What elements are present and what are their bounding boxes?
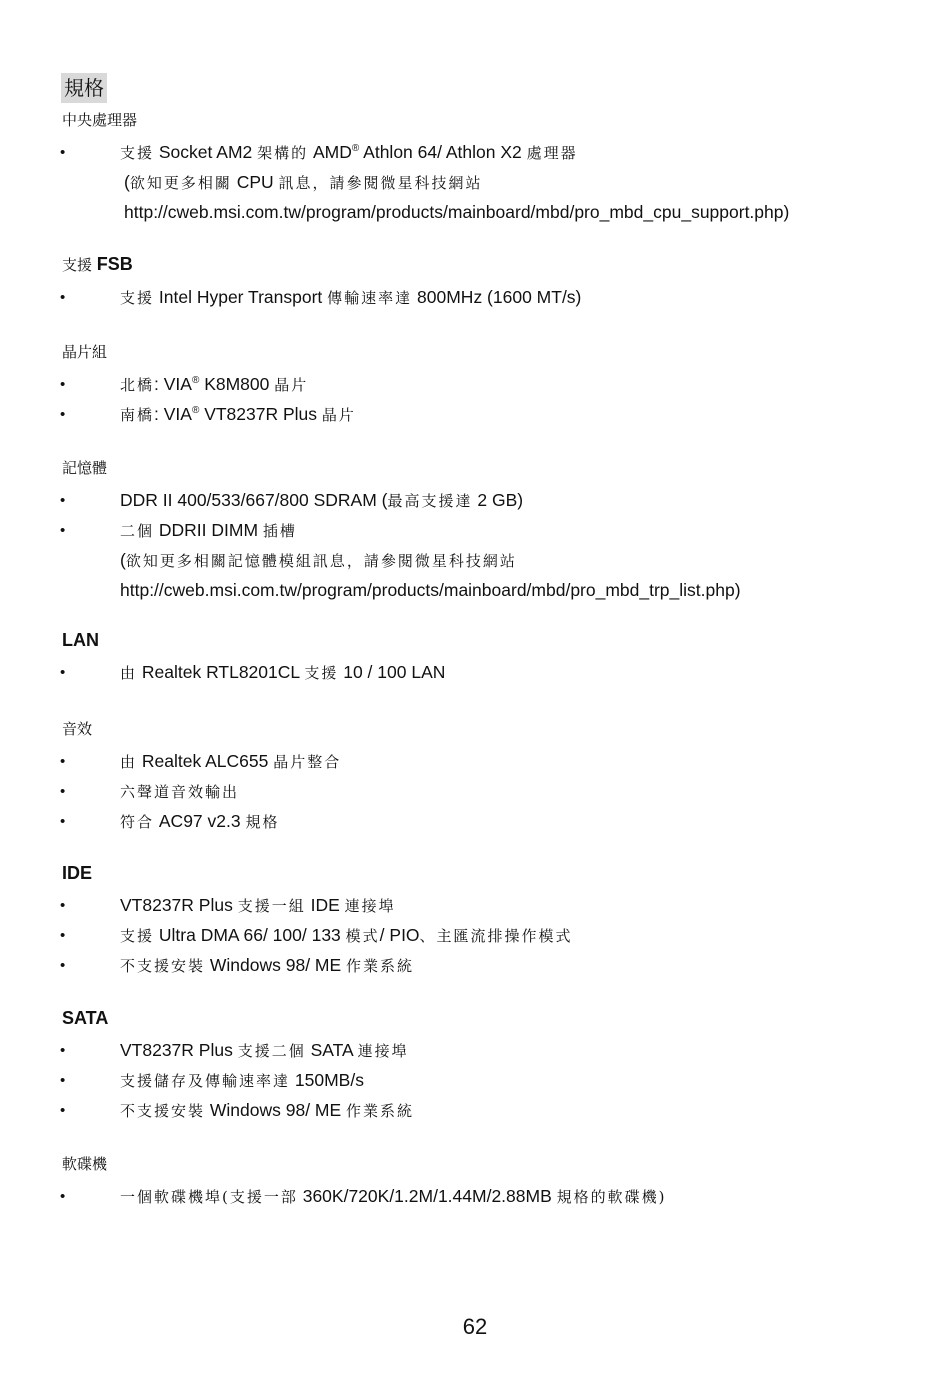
list-item: • 不支援安裝 Windows 98/ ME 作業系統 [62,951,910,981]
bullet-icon: • [60,406,66,423]
bullet-icon: • [60,289,66,306]
cpu-support-url: http://cweb.msi.com.tw/program/products/mainboard/mbd/pro_mbd_cpu_support.php) [124,202,790,222]
list-item: • 由 Realtek ALC655 晶片整合 [62,747,910,777]
bullet-icon: • [60,813,66,830]
list-item: • 北橋: VIA® K8M800 晶片 [62,370,910,400]
section-ide [62,863,910,981]
section-lan [62,630,910,688]
list-item: • 不支援安裝 Windows 98/ ME 作業系統 [62,1096,910,1126]
section-sata [62,1008,910,1126]
list-item: • 二個 DDRII DIMM 插槽 [62,516,910,546]
bullet-icon: • [60,522,66,539]
section-heading-chipset: 晶片組 [62,343,108,361]
list-item: • 南橋: VIA® VT8237R Plus 晶片 [62,400,910,430]
bullet-icon: • [60,927,66,944]
section-heading-floppy: 軟碟機 [62,1155,108,1173]
section-cpu [62,110,910,227]
bullet-icon: • [60,897,66,914]
bullet-icon: • [60,753,66,770]
bullet-icon: • [60,1072,66,1089]
list-item: • 符合 AC97 v2.3 規格 [62,807,910,837]
list-item: • 支援儲存及傳輸速率達 150MB/s [62,1066,910,1096]
bullet-icon: • [60,783,66,800]
page-number: 62 [462,1314,488,1339]
section-heading-cpu: 中央處理器 [62,111,138,129]
section-heading-fsb: 支援 FSB [62,254,133,274]
section-heading-audio: 音效 [62,720,93,738]
list-item: • VT8237R Plus 支援一組 IDE 連接埠 [62,891,910,921]
section-chipset [62,342,910,430]
section-floppy [62,1154,910,1212]
list-item: • DDR II 400/533/667/800 SDRAM (最高支援達 2 GB) [62,486,910,516]
list-item: • 支援 Socket AM2 架構的 AMD® Athlon 64/ Athlon X2 處理器 [62,138,910,168]
bullet-icon: • [60,492,66,509]
section-heading-memory: 記憶體 [62,459,108,477]
cpu-note: (欲知更多相關 CPU 訊息，請參閱微星科技網站 [124,172,483,192]
bullet-icon: • [60,1188,66,1205]
list-item: • 六聲道音效輸出 [62,777,910,807]
section-fsb [62,254,910,313]
section-heading-lan: LAN [62,630,99,650]
list-item: • 由 Realtek RTL8201CL 支援 10 / 100 LAN [62,658,910,688]
section-memory [62,458,910,605]
bullet-icon: • [60,1102,66,1119]
bullet-icon: • [60,664,66,681]
list-item: • 支援 Ultra DMA 66/ 100/ 133 模式/ PIO、主匯流排操作模式 [62,921,910,951]
bullet-icon: • [60,144,66,161]
bullet-icon: • [60,1042,66,1059]
memory-support-url: http://cweb.msi.com.tw/program/products/mainboard/mbd/pro_mbd_trp_list.php) [120,580,741,600]
memory-note: (欲知更多相關記憶體模組訊息，請參閱微星科技網站 [120,550,517,570]
bullet-icon: • [60,376,66,393]
section-audio [62,719,910,837]
page-title: 規格 [61,73,107,103]
bullet-icon: • [60,957,66,974]
list-item: • 支援 Intel Hyper Transport 傳輸速率達 800MHz (1600 MT/s) [62,283,910,313]
section-heading-ide: IDE [62,863,93,883]
list-item: • VT8237R Plus 支援二個 SATA 連接埠 [62,1036,910,1066]
list-item: • 一個軟碟機埠(支援一部 360K/720K/1.2M/1.44M/2.88MB 規格的軟碟機) [62,1182,910,1212]
section-heading-sata: SATA [62,1008,109,1028]
